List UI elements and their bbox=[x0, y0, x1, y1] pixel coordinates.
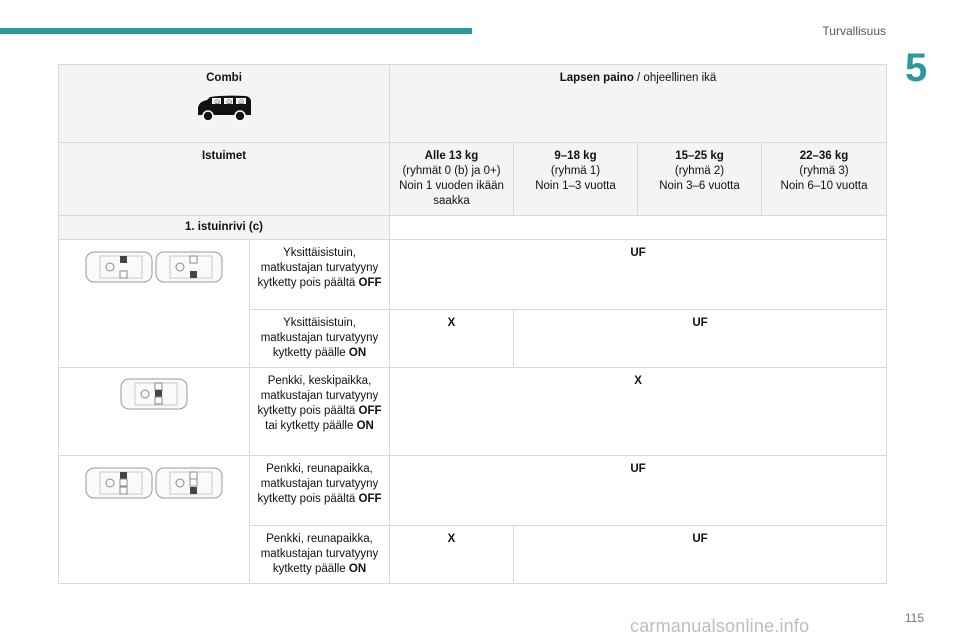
row-desc-0 bbox=[250, 240, 390, 310]
combi-label: Combi bbox=[206, 72, 242, 84]
row-desc-1 bbox=[250, 310, 390, 368]
row-desc-bold: ON bbox=[348, 347, 367, 359]
group-age: Noin 6–10 vuotta bbox=[780, 180, 868, 192]
row1-empty bbox=[390, 216, 887, 240]
row-desc-bold2: ON bbox=[356, 420, 374, 432]
seat-diagram-bench-outer bbox=[59, 456, 250, 584]
group-class: (ryhmä 2) bbox=[674, 165, 725, 177]
group-weight: 9–18 kg bbox=[554, 150, 597, 162]
weight-header-bold: Lapsen paino bbox=[559, 72, 634, 84]
row-desc-2 bbox=[250, 368, 390, 456]
group-weight: 22–36 kg bbox=[799, 150, 849, 162]
group-weight: Alle 13 kg bbox=[424, 150, 479, 162]
bench-outer-layout-image bbox=[84, 464, 224, 500]
combi-header-cell bbox=[59, 65, 390, 143]
svg-text:☺: ☺ bbox=[238, 99, 245, 106]
seats-label: Istuimet bbox=[59, 143, 390, 216]
row-value-rest: UF bbox=[514, 526, 887, 584]
child-seat-table bbox=[58, 64, 887, 584]
chapter-number: 5 bbox=[905, 46, 928, 90]
combi-car-icon bbox=[195, 94, 253, 122]
group-class: (ryhmä 1) bbox=[550, 165, 601, 177]
row1-label: 1. istuinrivi (c) bbox=[59, 216, 390, 240]
group-age: Noin 1–3 vuotta bbox=[535, 180, 616, 192]
group-age: Noin 1 vuoden ikään saakka bbox=[399, 180, 504, 207]
page-number: 115 bbox=[904, 611, 924, 625]
svg-text:☺: ☺ bbox=[226, 99, 233, 106]
row-desc-bold: OFF bbox=[358, 405, 382, 417]
row-desc-text: Yksittäisistuin, matkustajan turvatyyny kytketty päälle bbox=[260, 317, 379, 359]
weight-header-rest: / ohjeellinen ikä bbox=[633, 72, 717, 84]
row-value-first: X bbox=[390, 310, 514, 368]
watermark-logo: carmanualsonline.info bbox=[630, 616, 810, 636]
row-desc-text2: tai kytketty päälle bbox=[265, 420, 357, 432]
row-value-first: X bbox=[390, 526, 514, 584]
group-class: (ryhmä 3) bbox=[799, 165, 849, 177]
group-weight: 15–25 kg bbox=[675, 150, 724, 162]
single-seat-layout-image bbox=[84, 248, 224, 284]
weight-header-cell bbox=[390, 65, 887, 143]
chapter-color-bar bbox=[0, 28, 472, 34]
row-desc-text: Penkki, reunapaikka, matkustajan turvatyyny kytketty päälle bbox=[260, 533, 379, 575]
section-title: Turvallisuus bbox=[822, 24, 886, 38]
row-desc-bold: ON bbox=[348, 563, 367, 575]
row-value-rest: UF bbox=[514, 310, 887, 368]
group-class: (ryhmät 0 (b) ja 0+) bbox=[402, 165, 501, 177]
svg-text:☺: ☺ bbox=[214, 99, 221, 106]
group-cell-3 bbox=[762, 143, 887, 216]
row-desc-text: Penkki, keskipaikka, matkustajan turvatyyny kytketty pois päältä bbox=[257, 375, 379, 417]
row-desc-text: Penkki, reunapaikka, matkustajan turvatyyny kytketty pois päältä bbox=[257, 463, 379, 505]
seat-diagram-bench-center bbox=[59, 368, 250, 456]
row-desc-text: Yksittäisistuin, matkustajan turvatyyny kytketty pois päältä bbox=[257, 247, 379, 289]
row-value-all: UF bbox=[390, 240, 887, 310]
row-desc-bold: OFF bbox=[358, 277, 382, 289]
bench-center-layout-image bbox=[119, 376, 189, 412]
row-value-all: X bbox=[390, 368, 887, 456]
row-desc-4 bbox=[250, 526, 390, 584]
group-cell-1 bbox=[514, 143, 638, 216]
group-cell-2 bbox=[638, 143, 762, 216]
seat-diagram-single bbox=[59, 240, 250, 368]
group-cell-0 bbox=[390, 143, 514, 216]
row-desc-bold: OFF bbox=[358, 493, 382, 505]
row-desc-3 bbox=[250, 456, 390, 526]
group-age: Noin 3–6 vuotta bbox=[659, 180, 740, 192]
row-value-all: UF bbox=[390, 456, 887, 526]
